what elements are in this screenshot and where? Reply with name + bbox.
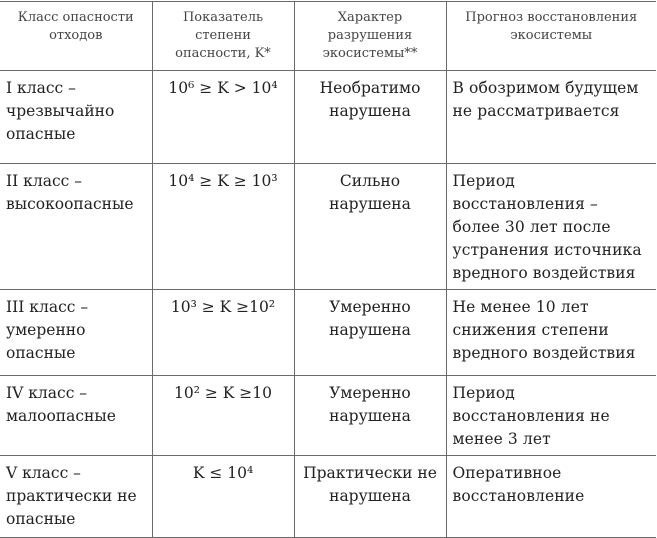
header-ecosystem-disruption: Характер разрушения экосистемы** — [294, 2, 446, 71]
forecast-cell: Период восстановления – более 30 лет после устранения источника вредного воздействия — [446, 164, 656, 290]
table-row — [0, 456, 656, 538]
table-row — [0, 71, 656, 164]
disruption-cell: Необратимо нарушена — [294, 71, 446, 164]
header-hazard-index: Показатель степени опасности, K* — [152, 2, 294, 71]
forecast-cell: В обозримом будущем не рассматривается — [446, 71, 656, 164]
hazard-index-cell: 10² ≥ K ≥10 — [152, 376, 294, 456]
disruption-cell: Умеренно нарушена — [294, 290, 446, 376]
header-row — [0, 2, 656, 71]
hazard-index-cell: 10⁴ ≥ K ≥ 10³ — [152, 164, 294, 290]
hazard-class-cell: III класс – умеренно опасные — [0, 290, 152, 376]
header-hazard-class: Класс опасности отходов — [0, 2, 152, 71]
table-row — [0, 376, 656, 456]
hazard-class-cell: IV класс – малоопасные — [0, 376, 152, 456]
table-row — [0, 290, 656, 376]
hazard-class-table — [0, 1, 656, 538]
disruption-cell: Сильно нарушена — [294, 164, 446, 290]
hazard-index-cell: 10⁶ ≥ K > 10⁴ — [152, 71, 294, 164]
hazard-class-cell: I класс – чрезвычайно опасные — [0, 71, 152, 164]
hazard-index-cell: K ≤ 10⁴ — [152, 456, 294, 538]
hazard-class-cell: V класс – практически не опасные — [0, 456, 152, 538]
forecast-cell: Период восстановления не менее 3 лет — [446, 376, 656, 456]
disruption-cell: Умеренно нарушена — [294, 376, 446, 456]
hazard-index-cell: 10³ ≥ K ≥10² — [152, 290, 294, 376]
forecast-cell: Оперативное восстановление — [446, 456, 656, 538]
hazard-class-cell: II класс – высокоопасные — [0, 164, 152, 290]
forecast-cell: Не менее 10 лет снижения степени вредного воздействия — [446, 290, 656, 376]
header-recovery-forecast: Прогноз восстановления экосистемы — [446, 2, 656, 71]
table-row — [0, 164, 656, 290]
disruption-cell: Практически не нарушена — [294, 456, 446, 538]
